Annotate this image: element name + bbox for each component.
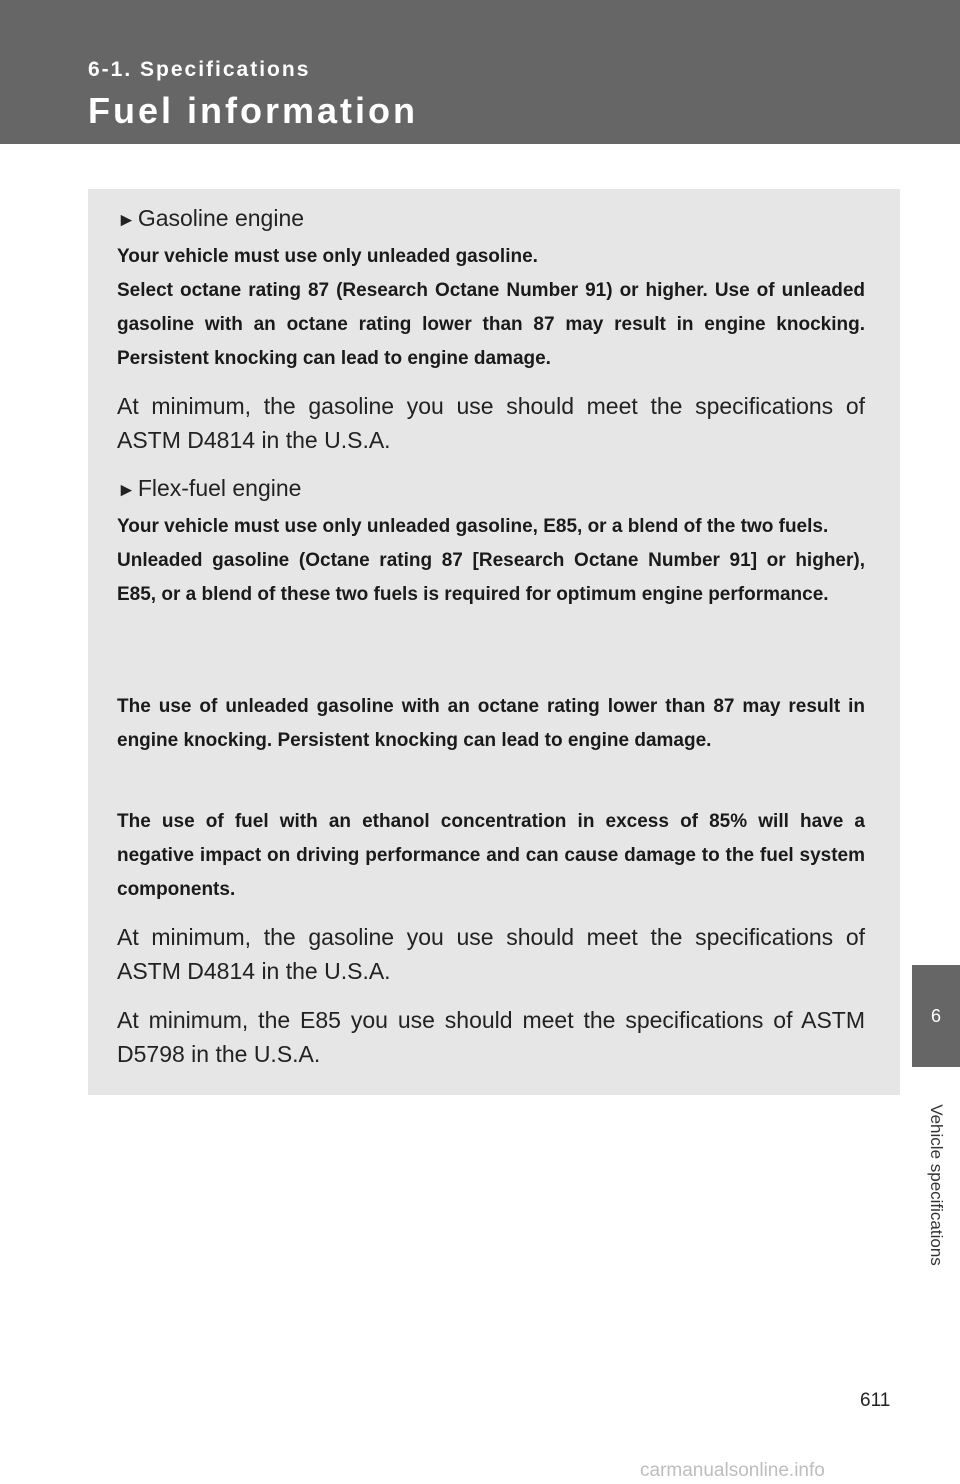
section-label: 6-1. Specifications	[88, 58, 311, 81]
flex-bold-2: Unleaded gasoline (Octane rating 87 [Research Octane Number 91] or higher), E85, or a blend of these two fuels is required for optimum engine performance.	[117, 550, 865, 605]
chapter-label-text: Vehicle specifications	[927, 1104, 946, 1266]
flex-heading-text: Flex-fuel engine	[137, 475, 302, 501]
page-title: Fuel information	[88, 90, 418, 131]
gasoline-bold-2: Select octane rating 87 (Research Octane Number 91) or higher. Use of unleaded gasoline with an octane rating lower than 87 may result in engine knocking. Persistent knocking can lead to engine damage.	[117, 280, 865, 369]
gasoline-regular: At minimum, the gasoline you use should meet the specifications of ASTM D4814 in the U.S.A.	[117, 393, 865, 453]
right-triangle-icon: ►	[117, 480, 136, 501]
chapter-label	[920, 1082, 952, 1288]
page-header	[0, 0, 960, 144]
gasoline-heading-text: Gasoline engine	[137, 205, 305, 231]
flex-bold-3: The use of unleaded gasoline with an octane rating lower than 87 may result in engine knocking. Persistent knocking can lead to engine damage.	[117, 696, 865, 751]
right-triangle-icon: ►	[117, 210, 136, 231]
flex-bold-group-1	[117, 510, 865, 612]
gasoline-bold-1: Your vehicle must use only unleaded gasoline.	[117, 246, 538, 267]
gasoline-heading	[117, 203, 865, 236]
flex-regular-2: At minimum, the E85 you use should meet the specifications of ASTM D5798 in the U.S.A.	[117, 1007, 865, 1067]
gasoline-bold	[117, 240, 865, 376]
flex-heading	[117, 473, 865, 506]
flex-regular-1: At minimum, the gasoline you use should meet the specifications of ASTM D4814 in the U.S.A.	[117, 924, 865, 984]
page-number: 611	[860, 1390, 891, 1411]
chapter-tab[interactable]: 6	[912, 965, 960, 1067]
flex-bold-1: Your vehicle must use only unleaded gasoline, E85, or a blend of the two fuels.	[117, 516, 829, 537]
flex-bold-4: The use of fuel with an ethanol concentration in excess of 85% will have a negative impact on driving performance and can cause damage to the fuel system components.	[117, 811, 865, 900]
flex-bold-group-3	[117, 805, 865, 907]
watermark: carmanualsonline.info	[640, 1460, 825, 1481]
flex-bold-group-2	[117, 690, 865, 758]
